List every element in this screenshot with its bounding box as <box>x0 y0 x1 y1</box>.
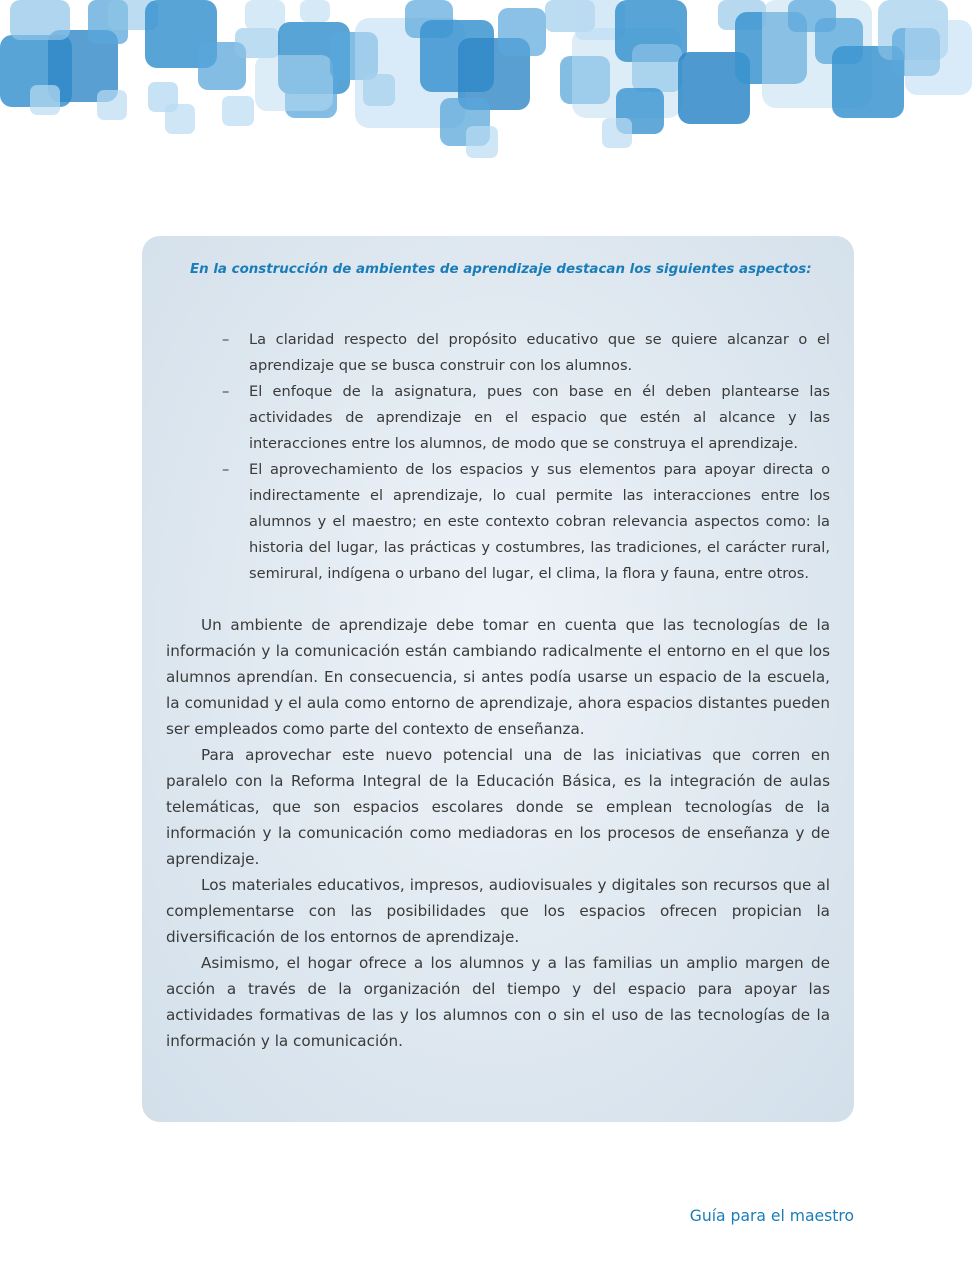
body-text <box>166 612 830 1054</box>
paragraph: Un ambiente de aprendizaje debe tomar en cuenta que las tecnologías de la información y la comunicación están cambiando radicalmente el entorno en el que los alumnos aprendían. En consecuencia, si antes podía usarse un espacio de la escuela, la comunidad y el aula como entorno de aprendizaje, ahora espacios distantes pueden ser empleados como parte del contexto de enseñanza. <box>166 616 830 738</box>
content-panel <box>142 236 854 1122</box>
aspects-list <box>222 327 830 587</box>
list-marker: – <box>222 461 230 478</box>
list-marker: – <box>222 383 230 400</box>
list-item-text: El aprovechamiento de los espacios y sus elementos para apoyar directa o indirectamente el aprendizaje, lo cual permite las interacciones entre los alumnos y el maestro; en este contexto cobran relevancia aspectos como: la historia del lugar, las prácticas y costumbres, las tradiciones, el carácter rural, semirural, indígena o urbano del lugar, el clima, la flora y fauna, entre otros. <box>249 461 830 582</box>
paragraph: Asimismo, el hogar ofrece a los alumnos y a las familias un amplio margen de acción a través de la organización del tiempo y del espacio para apoyar las actividades formativas de las y los alumnos con o sin el uso de las tecnologías de la información y la comunicación. <box>166 954 830 1050</box>
list-item <box>222 379 830 457</box>
list-marker: – <box>222 331 230 348</box>
header-decoration <box>0 0 972 165</box>
list-item-text: El enfoque de la asignatura, pues con base en él deben plantearse las actividades de aprendizaje en el espacio que estén al alcance y las interacciones entre los alumnos, de modo que se construya el aprendizaje. <box>249 383 830 452</box>
list-item-text: La claridad respecto del propósito educativo que se quiere alcanzar o el aprendizaje que se busca construir con los alumnos. <box>249 331 830 374</box>
paragraph: Para aprovechar este nuevo potencial una de las iniciativas que corren en paralelo con la Reforma Integral de la Educación Básica, es la integración de aulas telemáticas, que son espacios escolares donde se emplean tecnologías de la información y la comunicación como mediadoras en los procesos de enseñanza y de aprendizaje. <box>166 746 830 868</box>
paragraph: Los materiales educativos, impresos, audiovisuales y digitales son recursos que al complementarse con las posibilidades que los espacios ofrecen propician la diversificación de los entornos de aprendizaje. <box>166 876 830 946</box>
intro-heading: En la construcción de ambientes de aprendizaje destacan los siguientes aspectos: <box>190 262 812 277</box>
footer-label: Guía para el maestro <box>689 1207 854 1225</box>
list-item <box>222 457 830 587</box>
list-item <box>222 327 830 379</box>
